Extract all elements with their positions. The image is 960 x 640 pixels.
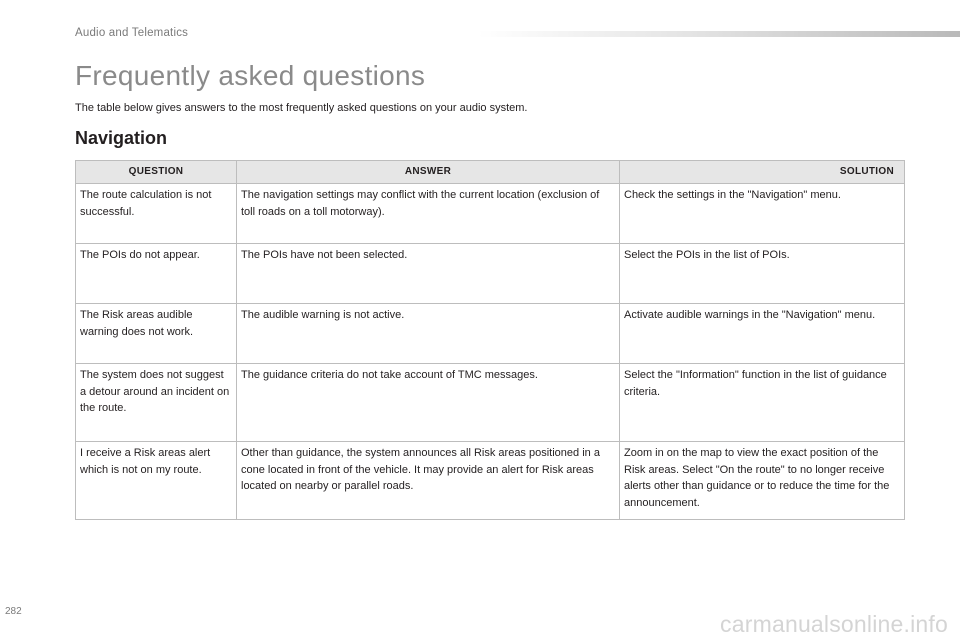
header-divider-bar: [478, 31, 960, 37]
column-header-solution: SOLUTION: [620, 161, 905, 184]
page-title: Frequently asked questions: [75, 60, 426, 91]
table-header-row: [76, 161, 905, 184]
answer-cell: Other than guidance, the system announces all Risk areas positioned in a cone located in front of the vehicle. It may provide an alert for Risk areas located on nearby or parallel roads.: [237, 442, 620, 520]
watermark-text: carmanualsonline.info: [720, 611, 948, 637]
column-header-question: QUESTION: [76, 161, 237, 184]
question-cell: The route calculation is not successful.: [76, 184, 237, 244]
question-cell: The Risk areas audible warning does not work.: [76, 304, 237, 364]
question-cell: I receive a Risk areas alert which is not on my route.: [76, 442, 237, 520]
solution-cell: Select the POIs in the list of POIs.: [620, 244, 905, 304]
column-header-answer: ANSWER: [237, 161, 620, 184]
solution-cell: Select the "Information" function in the list of guidance criteria.: [620, 364, 905, 442]
table-row: [76, 442, 905, 520]
question-cell: The POIs do not appear.: [76, 244, 237, 304]
faq-table: [75, 160, 905, 520]
intro-text: The table below gives answers to the most frequently asked questions on your audio system.: [75, 102, 528, 114]
table-row: [76, 244, 905, 304]
solution-cell: Zoom in on the map to view the exact position of the Risk areas. Select "On the route" to no longer receive alerts other than guidance or to reduce the time for the announcement.: [620, 442, 905, 520]
table-row: [76, 304, 905, 364]
answer-cell: The audible warning is not active.: [237, 304, 620, 364]
answer-cell: The navigation settings may conflict with the current location (exclusion of toll roads on a toll motorway).: [237, 184, 620, 244]
answer-cell: The guidance criteria do not take account of TMC messages.: [237, 364, 620, 442]
solution-cell: Activate audible warnings in the "Navigation" menu.: [620, 304, 905, 364]
question-cell: The system does not suggest a detour around an incident on the route.: [76, 364, 237, 442]
table-row: [76, 364, 905, 442]
section-header: Audio and Telematics: [75, 27, 189, 39]
answer-cell: The POIs have not been selected.: [237, 244, 620, 304]
section-subtitle: Navigation: [75, 128, 168, 148]
page-number: 282: [5, 606, 22, 617]
solution-cell: Check the settings in the "Navigation" menu.: [620, 184, 905, 244]
table-row: [76, 184, 905, 244]
